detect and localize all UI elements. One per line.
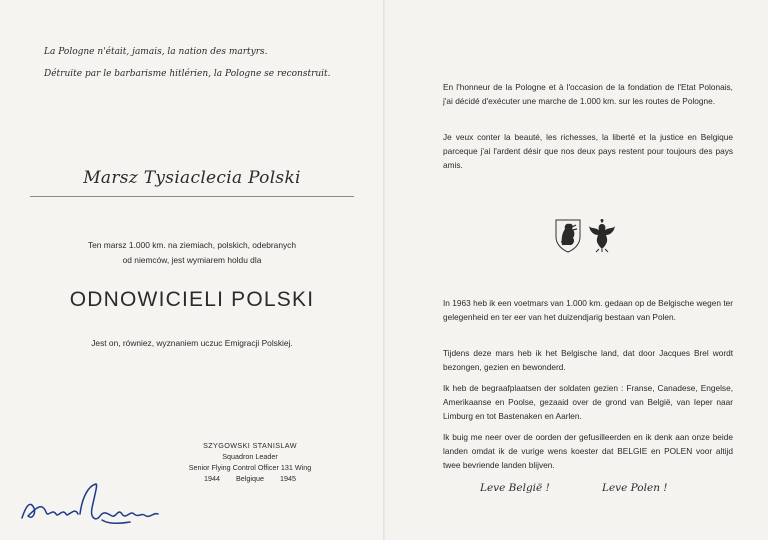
script-title: Marsz Tysiaclecia Polski <box>83 168 301 188</box>
dutch-paragraph-4: Ik buig me neer over de oorden der gefusilleerden en ik denk aan onze beide landen omdat ik de vurige wens koester dat BELGIE en POLEN voor altijd twee bevriende landen blijven. <box>443 432 733 471</box>
signer-name: SZYGOWSKI STANISLAW <box>203 441 297 450</box>
signer-role: Senior Flying Control Officer 131 Wing <box>188 463 312 472</box>
title-underline <box>30 196 354 197</box>
dutch-paragraph-3: Ik heb de begraafplaatsen der soldaten gezien : Franse, Canadese, Engelse, Amerikaanse en Poolse, gezaaid over de grond van België, van Ieper naar Limburg en tot Bastenaken en Aarlen. <box>443 383 733 422</box>
french-paragraph-1: En l'honneur de la Pologne et à l'occasion de la fondation de l'Etat Polonais, j'ai décidé d'exécuter une marche de 1.000 km. sur les routes de Pologne. <box>443 82 733 107</box>
dutch-paragraph-2: Tijdens deze mars heb ik het Belgische land, dat door Jacques Brel wordt bezongen, gezien en bewonderd. <box>443 348 733 373</box>
dutch-paragraph-1: In 1963 heb ik een voetmars van 1.000 km. gedaan op de Belgische wegen ter gelegenheid en ter eer van het duizendjarig bestaan van Polen. <box>443 298 733 323</box>
dedication <box>40 238 344 268</box>
signer-country: Belgique <box>236 474 264 483</box>
signer-rank: Squadron Leader <box>222 452 278 461</box>
belgian-lion-crest-icon <box>553 217 583 253</box>
motto-line-2: Détruite par le barbarisme hitlérien, la Pologne se reconstruit. <box>44 69 331 79</box>
year-end: 1945 <box>279 474 296 483</box>
dedication-line-1: Ten marsz 1.000 km. na ziemiach, polskich, odebranych <box>87 240 297 250</box>
big-title: ODNOWICIELI POLSKI <box>69 288 315 311</box>
dedication-line-2: od niemców, jest wymiarem holdu dla <box>122 255 262 265</box>
motto-line-1: La Pologne n'était, jamais, la nation des martyrs. <box>44 47 268 57</box>
year-start: 1944 <box>204 474 220 483</box>
cheer-poland: Leve Polen ! <box>602 482 668 494</box>
page-fold <box>383 0 385 540</box>
handwritten-signature <box>18 478 168 528</box>
signer-years <box>170 473 330 484</box>
cheer-belgium: Leve België ! <box>480 482 550 494</box>
french-paragraph-2: Je veux conter la beauté, les richesses, la liberté et la justice en Belgique parceque j'ai l'ardent désir que nos deux pays restent pour toujours des pays amis. <box>443 132 733 171</box>
signature-block <box>170 440 330 484</box>
polish-eagle-crest-icon <box>587 217 617 253</box>
tribute-text: Jest on, równiez, wyznaniem uczuc Emigracji Polskiej. <box>91 338 293 348</box>
